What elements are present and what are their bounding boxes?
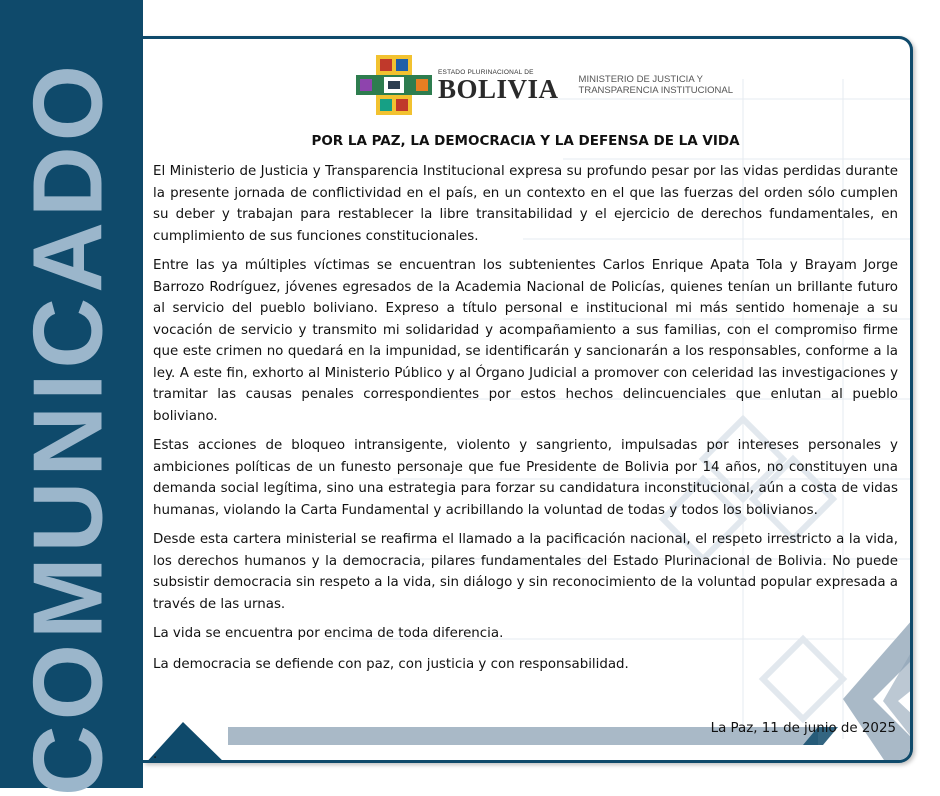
- gov-small-label: ESTADO PLURINACIONAL DE: [438, 68, 534, 76]
- ministry-header: [356, 55, 733, 115]
- bolivia-wordmark: [438, 69, 559, 102]
- comunicado-vertical-title: COMUNICADO: [12, 60, 123, 796]
- paragraph-6: La democracia se defiende con paz, con justicia y con responsabilidad.: [153, 656, 629, 672]
- bolivia-emblem-icon: [356, 55, 432, 115]
- paragraph-5: La vida se encuentra por encima de toda diferencia.: [153, 626, 504, 641]
- document-body: [153, 161, 898, 684]
- trailing-dot: .: [153, 747, 158, 762]
- ministry-line-2: TRANSPARENCIA INSTITUCIONAL: [578, 85, 734, 96]
- paragraph-1: El Ministerio de Justicia y Transparencia Institucional expresa su profundo pesar por las vidas perdidas durante la presente jornada de conflictividad en el país, en un contexto en el que las fuerzas del orden sólo cumplen su deber y trabajan para restablecer la libre transitabilidad y el ejercicio de derechos fundamentales, en cumplimiento de sus funciones constitucionales.: [153, 164, 898, 244]
- date-line: La Paz, 11 de junio de 2025: [710, 721, 896, 736]
- communique-card: [143, 36, 913, 763]
- gov-country-name: BOLIVIA: [438, 73, 559, 104]
- ministry-name: [579, 74, 734, 96]
- sidebar-band: [0, 0, 143, 796]
- paragraph-2: Entre las ya múltiples víctimas se encuentran los subtenientes Carlos Enrique Apata Tola y Brayam Jorge Barrozo Rodríguez, jóvenes egresados de la Academia Nacional de Policías, quienes tenían un brillante futuro al servicio del pueblo boliviano. Expreso a título personal e institucional mi más sentido homenaje a su vocación de servicio y transmito mi solidaridad y acompañamiento a sus familias, con el compromiso firme que este crimen no quedará en la impunidad, se identificarán y sancionarán a los responsables, conforme a la ley. A este fin, exhorto al Ministerio Público y al Órgano Judicial a promover con celeridad las investigaciones y tramitar las causas penales correspondientes por estos hechos delincuenciales que enlutan al pueblo boliviano.: [153, 258, 898, 424]
- document-title: POR LA PAZ, LA DEMOCRACIA Y LA DEFENSA DE LA VIDA: [311, 133, 740, 149]
- paragraph-4: Desde esta cartera ministerial se reafirma el llamado a la pacificación nacional, el respeto irrestricto a la vida, los derechos humanos y la democracia, pilares fundamentales del Estado Plurinacional de Bolivia. No puede subsistir democracia sin respeto a la vida, sin diálogo y sin reconocimiento de la voluntad popular expresada a través de las urnas.: [153, 532, 898, 612]
- ministry-line-1: MINISTERIO DE JUSTICIA Y: [578, 74, 703, 85]
- paragraph-3: Estas acciones de bloqueo intransigente, violento y sangriento, impulsadas por intereses personales y ambiciones políticas de un funesto personaje que fue Presidente de Bolivia por 14 años, no constituyen una demanda social legítima, sino una estrategia para forzar su candidatura inconstitucional, aún a costa de vidas humanas, violando la Carta Fundamental y acribillando la voluntad de todas y todos los bolivianos.: [153, 438, 898, 518]
